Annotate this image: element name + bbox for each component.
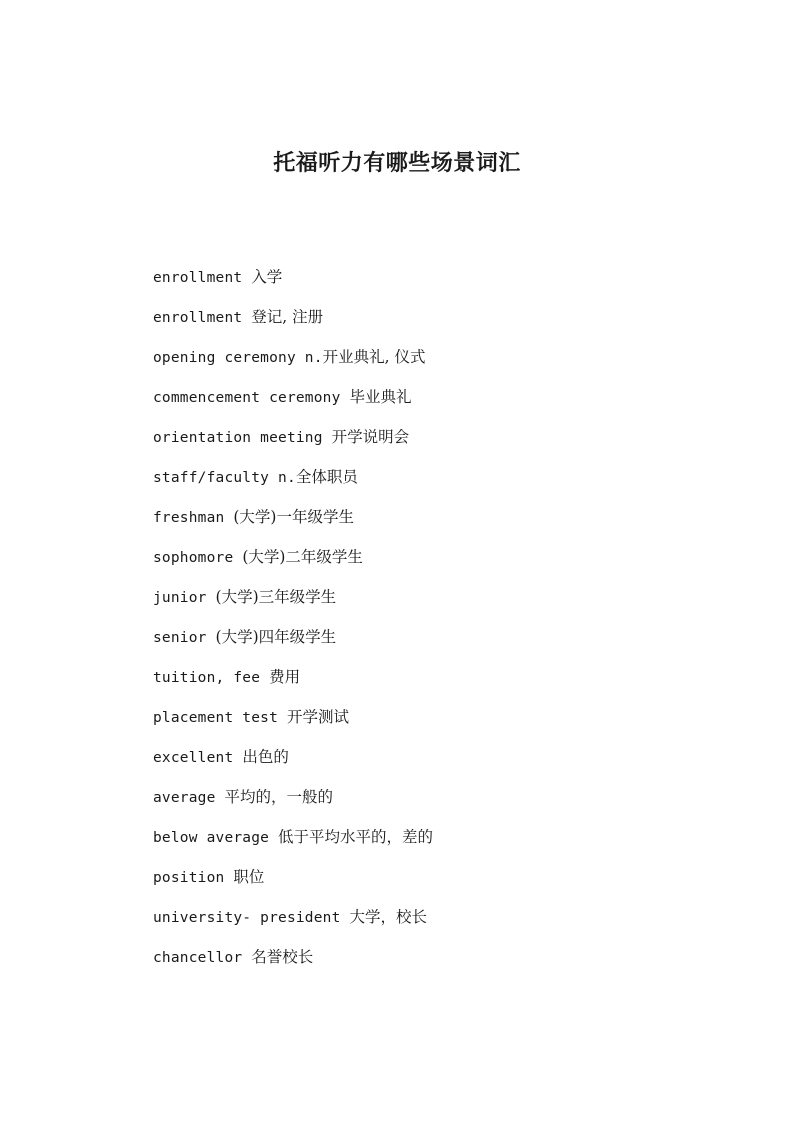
vocab-translation: 低于平均水平的，差的 bbox=[278, 828, 434, 846]
vocab-term: enrollment bbox=[153, 310, 252, 326]
vocab-translation: 开学测试 bbox=[286, 708, 349, 726]
list-item bbox=[153, 945, 433, 985]
vocab-term: commencement ceremony bbox=[153, 390, 350, 406]
list-item bbox=[153, 785, 433, 825]
vocab-term: sophomore bbox=[153, 550, 243, 566]
vocab-translation: (大学)二年级学生 bbox=[242, 548, 363, 566]
vocab-term: orientation meeting bbox=[153, 430, 332, 446]
list-item bbox=[153, 465, 433, 505]
list-item bbox=[153, 625, 433, 665]
vocab-translation: 大学，校长 bbox=[349, 908, 427, 926]
vocab-term: excellent bbox=[153, 750, 243, 766]
vocab-translation: (大学)三年级学生 bbox=[215, 588, 337, 606]
list-item bbox=[153, 585, 433, 625]
vocab-term: position bbox=[153, 870, 234, 886]
vocab-term: placement test bbox=[153, 710, 287, 726]
vocab-translation: 费用 bbox=[269, 668, 301, 686]
list-item bbox=[153, 865, 433, 905]
list-item bbox=[153, 825, 433, 865]
vocab-translation: 入学 bbox=[251, 268, 283, 286]
vocab-translation: (大学)一年级学生 bbox=[233, 508, 354, 526]
vocab-term: junior bbox=[153, 590, 216, 606]
list-item bbox=[153, 745, 433, 785]
vocab-translation: 职位 bbox=[233, 868, 265, 886]
list-item bbox=[153, 545, 433, 585]
vocab-term: enrollment bbox=[153, 270, 252, 286]
vocab-term: below average bbox=[153, 830, 279, 846]
list-item bbox=[153, 905, 433, 945]
page-title: 托福听力有哪些场景词汇 bbox=[273, 151, 521, 176]
vocab-term: senior bbox=[153, 630, 216, 646]
vocab-translation: 名誉校长 bbox=[251, 948, 314, 966]
list-item bbox=[153, 705, 433, 745]
list-item bbox=[153, 385, 433, 425]
list-item bbox=[153, 345, 433, 385]
vocab-translation: 登记, 注册 bbox=[251, 308, 324, 326]
vocab-term: university- president bbox=[153, 910, 350, 926]
vocab-term: staff/faculty n. bbox=[153, 470, 296, 486]
vocab-translation: 开学说明会 bbox=[331, 428, 410, 446]
vocab-translation: 全体职员 bbox=[295, 468, 358, 486]
list-item bbox=[153, 425, 433, 465]
vocab-translation: 出色的 bbox=[242, 748, 289, 766]
list-item bbox=[153, 505, 433, 545]
vocabulary-list bbox=[153, 265, 433, 985]
vocab-term: freshman bbox=[153, 510, 234, 526]
vocab-term: chancellor bbox=[153, 950, 252, 966]
vocab-term: opening ceremony n. bbox=[153, 350, 323, 366]
vocab-term: average bbox=[153, 790, 225, 806]
vocab-translation: 毕业典礼 bbox=[349, 388, 412, 406]
list-item bbox=[153, 265, 433, 305]
vocab-translation: (大学)四年级学生 bbox=[215, 628, 337, 646]
list-item bbox=[153, 305, 433, 345]
list-item bbox=[153, 665, 433, 705]
vocab-translation: 平均的，一般的 bbox=[224, 788, 333, 806]
vocab-translation: 开业典礼, 仪式 bbox=[322, 348, 426, 366]
vocab-term: tuition, fee bbox=[153, 670, 270, 686]
